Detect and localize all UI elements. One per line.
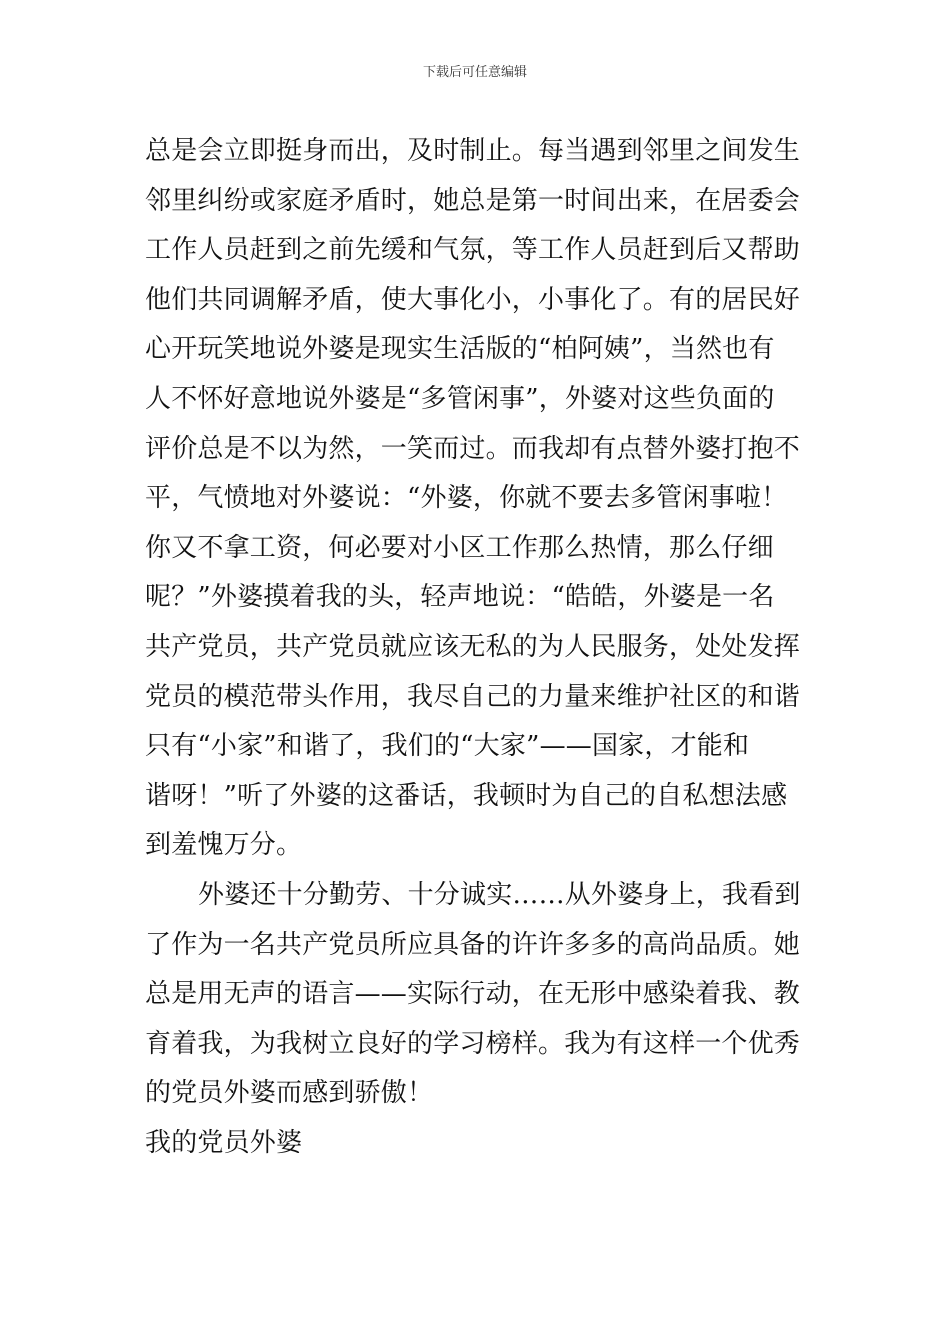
document-title-line: 我的党员外婆 xyxy=(145,1127,303,1158)
text-line: 心开玩笑地说外婆是现实生活版的“柏阿姨”，当然也有 xyxy=(145,334,775,365)
text-line: 评价总是不以为然，一笑而过。而我却有点替外婆打抱不 xyxy=(145,433,801,464)
document-body xyxy=(145,127,810,1168)
text-line: 你又不拿工资，何必要对小区工作那么热情，那么仔细 xyxy=(145,532,774,563)
text-line: 党员的模范带头作用，我尽自己的力量来维护社区的和谐 xyxy=(145,681,801,712)
text-line: 人不怀好意地说外婆是“多管闲事”，外婆对这些负面的 xyxy=(145,383,775,414)
text-line: 只有“小家”和谐了，我们的“大家”——国家，才能和 xyxy=(145,731,750,762)
text-line: 工作人员赶到之前先缓和气氛，等工作人员赶到后又帮助 xyxy=(145,235,801,266)
text-line: 邻里纠纷或家庭矛盾时，她总是第一时间出来，在居委会 xyxy=(145,185,801,216)
text-line: 的党员外婆而感到骄傲！ xyxy=(145,1078,434,1109)
text-line: 平，气愤地对外婆说：“外婆，你就不要去多管闲事啦！ xyxy=(145,483,788,514)
text-line: 谐呀！”听了外婆的这番话，我顿时为自己的自私想法感 xyxy=(145,780,788,811)
text-line: 他们共同调解矛盾，使大事化小，小事化了。有的居民好 xyxy=(145,284,801,315)
paragraph-first-line: 外婆还十分勤劳、十分诚实……从外婆身上，我看到 xyxy=(198,879,801,910)
text-line: 共产党员，共产党员就应该无私的为人民服务，处处发挥 xyxy=(145,631,801,662)
text-line: 呢？”外婆摸着我的头，轻声地说：“皓皓，外婆是一名 xyxy=(145,582,775,613)
text-line: 总是用无声的语言——实际行动，在无形中感染着我、教 xyxy=(145,979,801,1010)
text-line: 到羞愧万分。 xyxy=(145,830,303,861)
text-line: 总是会立即挺身而出，及时制止。每当遇到邻里之间发生 xyxy=(145,136,801,166)
page-header-note: 下载后可任意编辑 xyxy=(422,65,527,80)
text-line: 育着我，为我树立良好的学习榜样。我为有这样一个优秀 xyxy=(145,1028,801,1059)
text-line: 了作为一名共产党员所应具备的许许多多的高尚品质。她 xyxy=(145,929,801,960)
